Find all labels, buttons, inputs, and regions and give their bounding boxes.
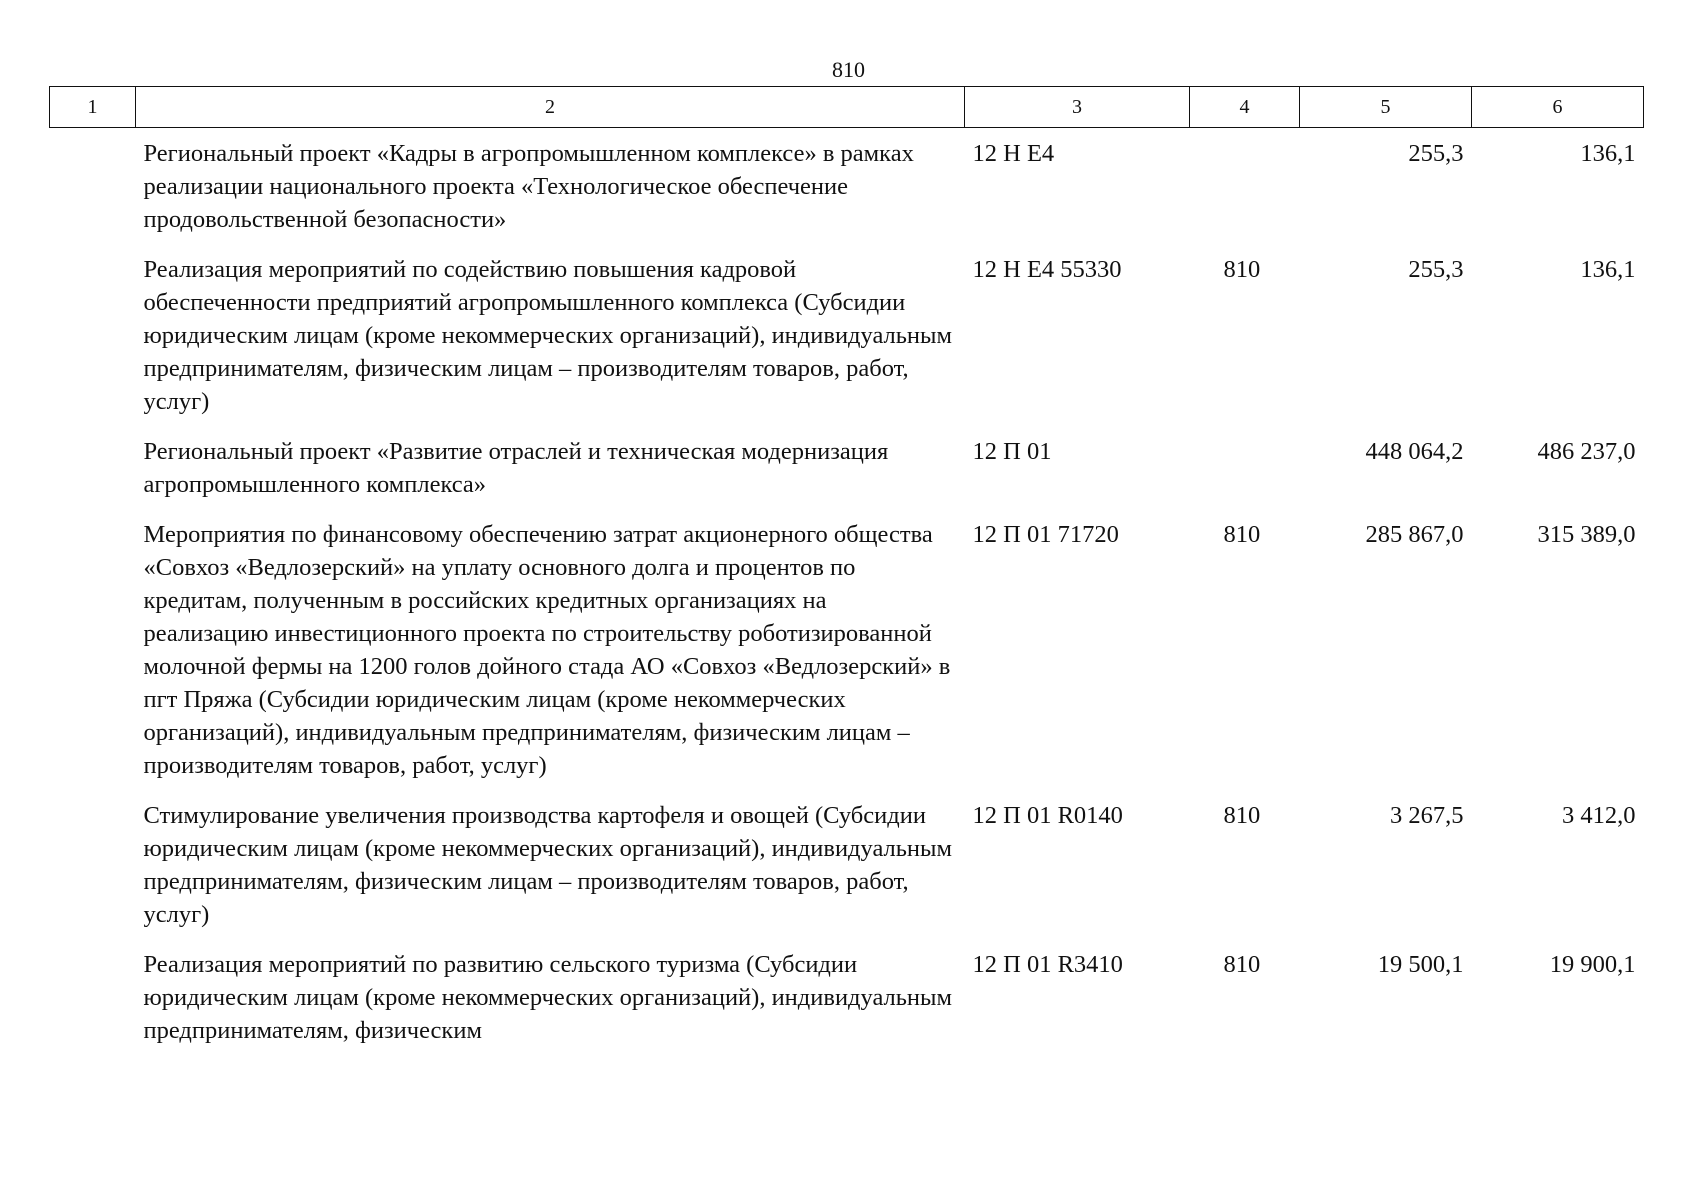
row-expense-type: 810: [1223, 256, 1261, 283]
row-expense-type: 810: [1223, 802, 1261, 829]
row-amount-col6: 19 900,1: [1549, 951, 1636, 978]
row-name: Реализация мероприятий по развитию сельского туризма (Субсидии юридическим лицам (кроме некоммерческих организаций), индивидуальным предпринимателям, физическим: [143, 951, 953, 1044]
row-code: 12 П 01: [972, 438, 1052, 465]
budget-table: [49, 86, 1644, 1064]
row-expense-type: [1190, 435, 1300, 518]
row-expense-type: 810: [1223, 521, 1261, 548]
row-expense-type: [1190, 128, 1300, 254]
row-index-cell: [50, 799, 136, 948]
row-name: Реализация мероприятий по содействию повышения кадровой обеспеченности предприятий агропромышленного комплекса (Субсидии юридическим лицам (кроме некоммерческих организаций), индивидуальным предпринимателям, физическим лицам – производителям товаров, работ, услуг): [143, 256, 953, 415]
column-header-6: 6: [1472, 87, 1644, 128]
row-code: 12 П 01 R0140: [972, 802, 1123, 829]
table-row: [50, 435, 1644, 518]
row-index-cell: [50, 128, 136, 254]
row-amount-col6: 315 389,0: [1537, 521, 1636, 548]
row-name: Региональный проект «Кадры в агропромышленном комплексе» в рамках реализации национального проекта «Технологическое обеспечение продовольственной безопасности»: [143, 140, 914, 233]
row-name: Стимулирование увеличения производства картофеля и овощей (Субсидии юридическим лицам (кроме некоммерческих организаций), индивидуальным предпринимателям, физическим лицам – производителям товаров, работ, услуг): [143, 802, 953, 928]
row-name: Региональный проект «Развитие отраслей и техническая модернизация агропромышленного комплекса»: [143, 438, 889, 498]
row-amount-col6: 3 412,0: [1562, 802, 1636, 829]
row-amount-col6: 486 237,0: [1537, 438, 1636, 465]
row-code: 12 Н Е4 55330: [972, 256, 1122, 283]
column-header-1: 1: [50, 87, 136, 128]
row-code: 12 П 01 R3410: [972, 951, 1123, 978]
row-index-cell: [50, 435, 136, 518]
page-number: 810: [832, 57, 865, 82]
table-header: [50, 87, 1644, 128]
row-index-cell: [50, 948, 136, 1064]
row-amount-col5: 255,3: [1408, 256, 1464, 283]
row-code: 12 П 01 71720: [972, 521, 1119, 548]
row-index-cell: [50, 518, 136, 799]
row-code: 12 Н Е4: [972, 140, 1055, 167]
table-row: [50, 253, 1644, 435]
table-row: [50, 128, 1644, 254]
row-amount-col5: 285 867,0: [1365, 521, 1464, 548]
row-amount-col5: 448 064,2: [1365, 438, 1464, 465]
table-row: [50, 518, 1644, 799]
row-amount-col5: 255,3: [1408, 140, 1464, 167]
row-name: Мероприятия по финансовому обеспечению затрат акционерного общества «Совхоз «Ведлозерский» на уплату основного долга и процентов по кредитам, полученным в российских кредитных организациях на реализацию инвестиционного проекта по строительству роботизированной молочной фермы на 1200 голов дойного стада АО «Совхоз «Ведлозерский» в пгт Пряжа (Субсидии юридическим лицам (кроме некоммерческих организаций), индивидуальным предпринимателям, физическим лицам – производителям товаров, работ, услуг): [143, 521, 951, 779]
column-header-4: 4: [1190, 87, 1300, 128]
row-amount-col5: 19 500,1: [1377, 951, 1464, 978]
table-row: [50, 948, 1644, 1064]
header-row: [50, 87, 1644, 128]
column-header-2: 2: [136, 87, 965, 128]
table-row: [50, 799, 1644, 948]
row-amount-col6: 136,1: [1580, 140, 1636, 167]
row-amount-col5: 3 267,5: [1390, 802, 1464, 829]
column-header-5: 5: [1300, 87, 1472, 128]
row-expense-type: 810: [1223, 951, 1261, 978]
column-header-3: 3: [965, 87, 1190, 128]
table-body: [50, 128, 1644, 1065]
row-index-cell: [50, 253, 136, 435]
row-amount-col6: 136,1: [1580, 256, 1636, 283]
